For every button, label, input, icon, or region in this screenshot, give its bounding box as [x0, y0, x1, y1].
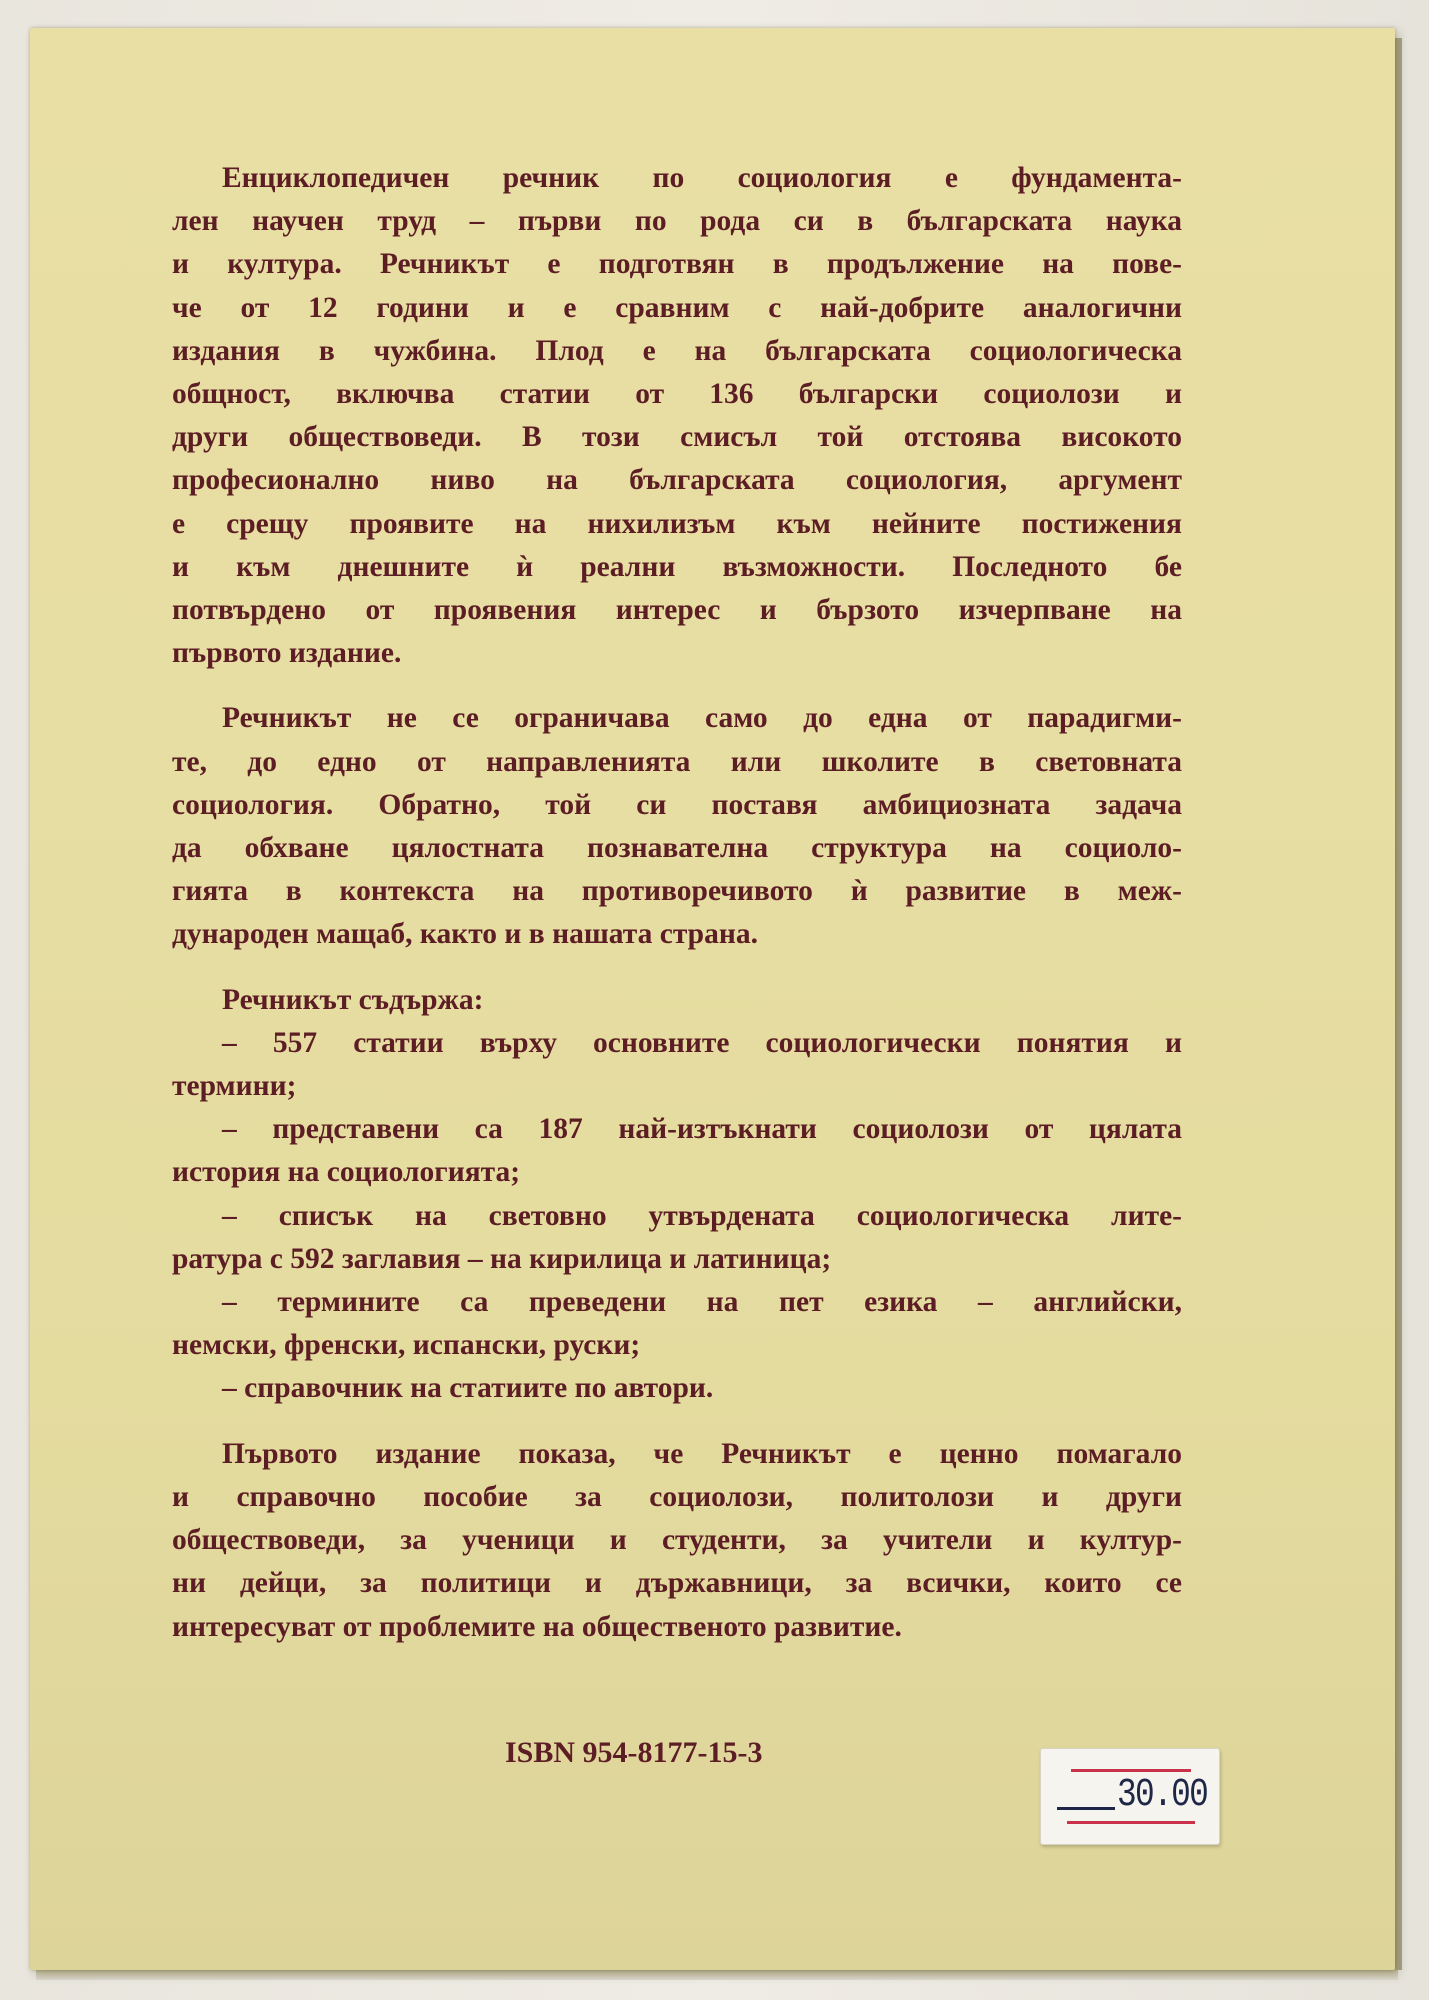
text-line: професионално ниво на българската социология, аргумент — [172, 464, 1182, 497]
text-line: издания в чужбина. Плод е на българската социологическа — [172, 334, 1182, 367]
isbn-number: ISBN 954-8177-15-3 — [505, 1736, 763, 1769]
text-line: че от 12 години и е сравним с най-добрите аналогични — [172, 291, 1182, 324]
text-line: гията в контекста на противоречивото ѝ развитие в меж- — [172, 875, 1182, 908]
price-sticker — [1040, 1748, 1220, 1845]
text-line: – термините са преведени на пет езика – английски, — [222, 1286, 1182, 1319]
text-line: да обхване цялостната познавателна структура на социоло- — [172, 832, 1182, 865]
text-line: потвърдено от проявения интерес и бързото изчерпване на — [172, 594, 1182, 627]
text-line: – представени са 187 най-изтъкнати социолози от цялата — [222, 1113, 1182, 1146]
text-line: Речникът не се ограничава само до една от парадигми- — [222, 702, 1182, 735]
book-bottom-edge — [36, 1970, 1398, 1980]
text-line: Речникът съдържа: — [222, 983, 484, 1016]
text-line: лен научен труд – първи по рода си в българската наука — [172, 205, 1182, 238]
text-line: и към днешните ѝ реални възможности. Последното бе — [172, 550, 1182, 583]
price-value: 30.00 — [1117, 1773, 1208, 1818]
text-line: Първото издание показа, че Речникът е ценно помагало — [222, 1437, 1182, 1470]
paragraph-scope — [172, 697, 1182, 956]
text-line: други обществоведи. В този смисъл той отстоява високото — [172, 421, 1182, 454]
text-line: общност, включва статии от 136 български социолози и — [172, 378, 1182, 411]
price-dash — [1057, 1807, 1115, 1810]
sticker-bottom-line — [1067, 1821, 1195, 1824]
text-line: – 557 статии върху основните социологически понятия и — [222, 1026, 1182, 1059]
text-line: те, до едно от направленията или школите в световната — [172, 745, 1182, 778]
sticker-top-line — [1071, 1769, 1191, 1772]
text-line: е срещу проявите на нихилизъм към нейните постижения — [172, 507, 1182, 540]
text-line: история на социологията; — [172, 1156, 521, 1189]
paragraph-contents — [172, 979, 1182, 1411]
text-line: първото издание. — [172, 637, 402, 670]
text-line: и справочно пособие за социолози, политолози и други — [172, 1480, 1182, 1513]
paragraph-audience — [172, 1433, 1182, 1649]
text-line: обществоведи, за ученици и студенти, за учители и култур- — [172, 1524, 1182, 1557]
text-line: – справочник на статиите по автори. — [222, 1372, 714, 1405]
text-line: Енциклопедичен речник по социология е фундамента- — [222, 162, 1182, 194]
blurb-text — [172, 157, 1182, 1671]
text-line: – списък на световно утвърдената социологическа лите- — [222, 1199, 1182, 1232]
text-line: и култура. Речникът е подготвян в продължение на пове- — [172, 248, 1182, 281]
text-line: социология. Обратно, той си поставя амбициозната задача — [172, 788, 1182, 821]
text-line: немски, френски, испански, руски; — [172, 1329, 641, 1362]
text-line: интересуват от проблемите на общественото развитие. — [172, 1610, 902, 1643]
text-line: термини; — [172, 1070, 297, 1103]
text-line: дународен мащаб, както и в нашата страна. — [172, 918, 758, 951]
text-line: ни дейци, за политици и държавници, за всички, които се — [172, 1567, 1182, 1600]
paragraph-intro — [172, 157, 1182, 675]
text-line: ратура с 592 заглавия – на кирилица и латиница; — [172, 1242, 832, 1275]
